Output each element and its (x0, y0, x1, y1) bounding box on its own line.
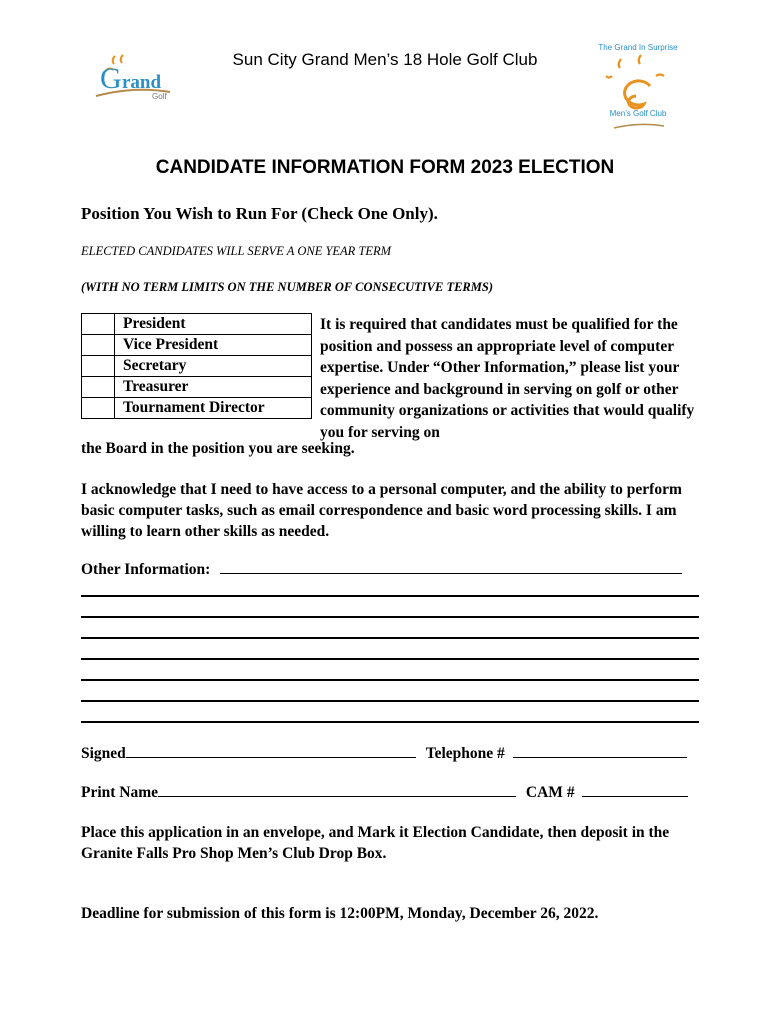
position-row (82, 314, 312, 335)
position-row (82, 335, 312, 356)
deadline-text: Deadline for submission of this form is 12:00PM, Monday, December 26, 2022. (81, 905, 599, 922)
other-info-row (81, 559, 682, 579)
signed-label: Signed (81, 745, 126, 762)
other-info-line[interactable] (81, 616, 699, 618)
position-label: Tournament Director (115, 398, 312, 419)
other-info-line[interactable] (81, 700, 699, 702)
print-name-field[interactable] (158, 782, 516, 797)
signature-field[interactable] (126, 743, 416, 758)
club-title: Sun City Grand Men’s 18 Hole Golf Club (232, 50, 538, 69)
position-table (81, 313, 312, 419)
logo-right-top-text: The Grand In Surprise (598, 43, 678, 52)
treasurer-checkbox[interactable] (82, 377, 115, 398)
logo-right-bottom-text: Men’s Golf Club (609, 109, 667, 118)
print-name-row (81, 782, 688, 802)
term-limit-note: (WITH NO TERM LIMITS ON THE NUMBER OF CONSECUTIVE TERMS) (81, 280, 493, 294)
signed-row (81, 743, 687, 763)
other-info-line[interactable] (81, 637, 699, 639)
position-label: Vice President (115, 335, 312, 356)
position-label: Secretary (115, 356, 312, 377)
position-label: President (115, 314, 312, 335)
other-info-line[interactable] (81, 658, 699, 660)
acknowledgement-text: I acknowledge that I need to have access to a personal computer, and the ability to perform basic computer tasks, such as email correspondence and basic word processing skills. I am willing to learn other skills as needed. (81, 481, 682, 540)
logo-sub: Golf (152, 92, 167, 101)
other-info-line[interactable] (81, 595, 699, 597)
position-heading: Position You Wish to Run For (Check One Only). (81, 204, 438, 223)
telephone-label: Telephone # (425, 745, 505, 762)
requirement-text: It is required that candidates must be qualified for the position and possess an appropriate level of computer expertise. Under “Other Information,” please list your experience and background in serving on golf or other community organizations or activities that would qualify you for serving on (320, 316, 695, 441)
grand-golf-logo (92, 54, 174, 100)
other-info-label: Other Information: (81, 561, 211, 578)
position-row (82, 377, 312, 398)
other-info-line[interactable] (81, 679, 699, 681)
position-row (82, 356, 312, 377)
requirement-text-continued: the Board in the position you are seeking. (81, 440, 355, 457)
other-info-line[interactable] (81, 721, 699, 723)
logo-word: rand (122, 72, 162, 93)
form-title: CANDIDATE INFORMATION FORM 2023 ELECTION (155, 157, 615, 178)
mens-golf-club-logo (598, 40, 678, 136)
secretary-checkbox[interactable] (82, 356, 115, 377)
cam-label: CAM # (525, 784, 575, 801)
swirl-icon (598, 54, 678, 112)
cam-field[interactable] (582, 782, 688, 797)
logo-initial: G (100, 62, 122, 95)
logo-underline-icon (612, 122, 666, 130)
position-row (82, 398, 312, 419)
telephone-field[interactable] (513, 743, 687, 758)
president-checkbox[interactable] (82, 314, 115, 335)
other-info-field[interactable] (220, 559, 682, 574)
position-label: Treasurer (115, 377, 312, 398)
print-name-label: Print Name (81, 784, 159, 801)
term-note: ELECTED CANDIDATES WILL SERVE A ONE YEAR TERM (81, 244, 392, 258)
tournament-director-checkbox[interactable] (82, 398, 115, 419)
vice-president-checkbox[interactable] (82, 335, 115, 356)
instructions-text: Place this application in an envelope, and Mark it Election Candidate, then deposit in the Granite Falls Pro Shop Men’s Club Drop Box. (81, 824, 670, 862)
